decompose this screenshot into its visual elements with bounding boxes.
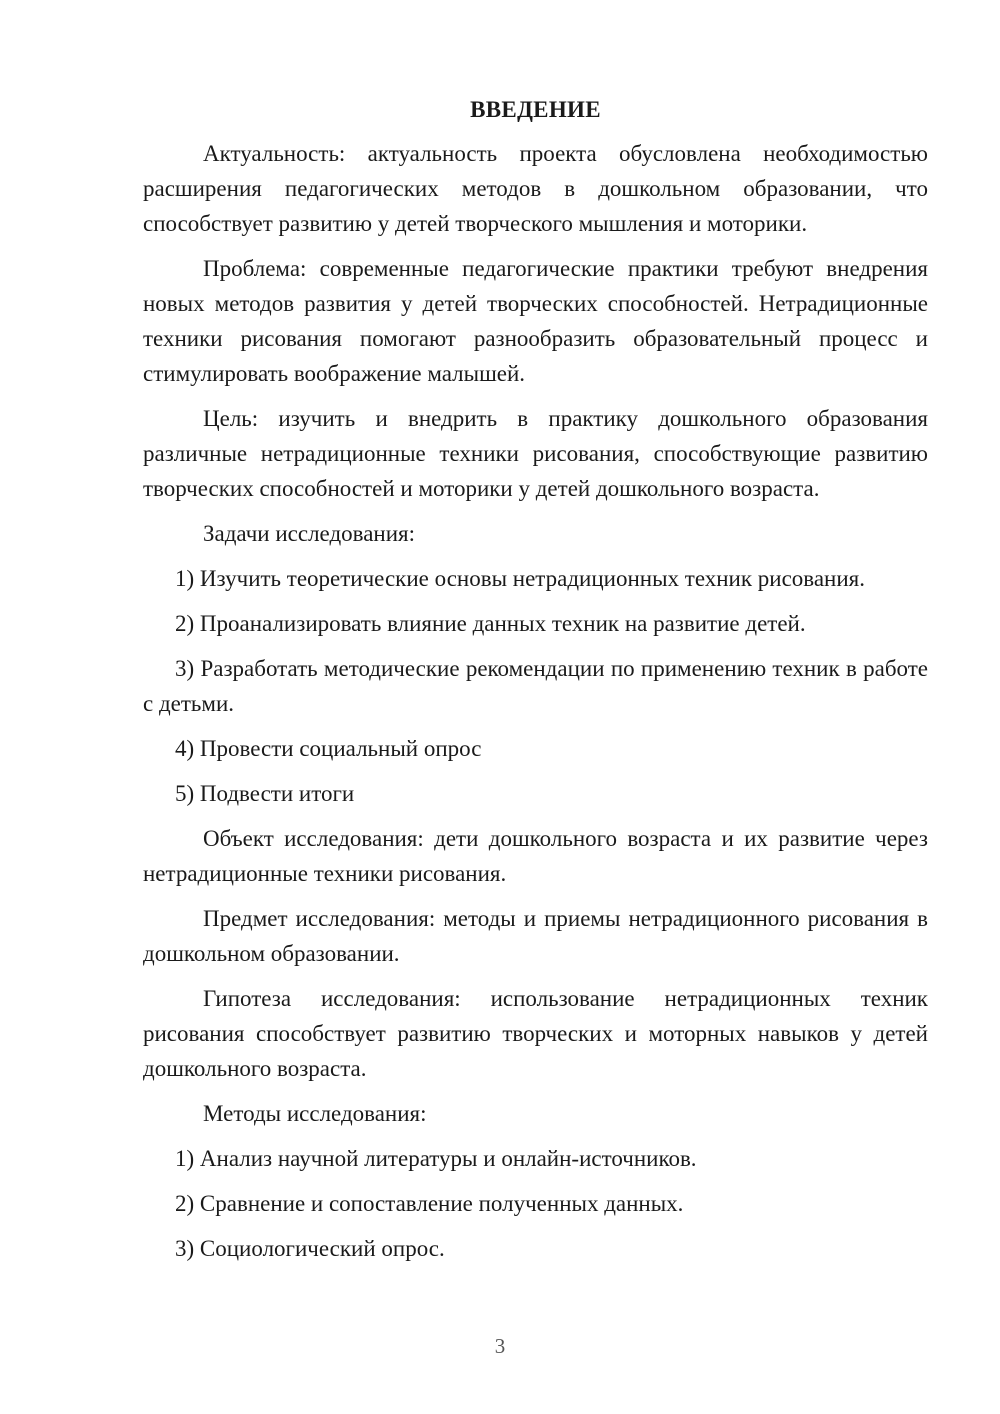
method-item-1: 1) Анализ научной литературы и онлайн-источников. bbox=[175, 1146, 697, 1171]
method-item-2: 2) Сравнение и сопоставление полученных данных. bbox=[175, 1191, 684, 1216]
task-item-2: 2) Проанализировать влияние данных техник на развитие детей. bbox=[175, 611, 806, 636]
task-item-3: 3) Разработать методические рекомендации по применению техник в работе с детьми. bbox=[143, 656, 928, 716]
page-content bbox=[143, 92, 928, 1276]
task-item-1: 1) Изучить теоретические основы нетрадиционных техник рисования. bbox=[175, 566, 865, 591]
problem-paragraph: Проблема: современные педагогические практики требуют внедрения новых методов развития у детей творческих способностей. Нетрадиционные техники рисования помогают разнообразить образовательный процесс и стимулировать воображение малышей. bbox=[143, 256, 928, 386]
relevance-paragraph: Актуальность: актуальность проекта обусловлена необходимостью расширения педагогических методов в дошкольном образовании, что способствует развитию у детей творческого мышления и моторики. bbox=[143, 141, 928, 236]
object-paragraph: Объект исследования: дети дошкольного возраста и их развитие через нетрадиционные техники рисования. bbox=[143, 826, 928, 886]
methods-heading: Методы исследования: bbox=[203, 1101, 427, 1126]
task-item-5: 5) Подвести итоги bbox=[175, 781, 355, 806]
subject-paragraph: Предмет исследования: методы и приемы нетрадиционного рисования в дошкольном образовании. bbox=[143, 906, 928, 966]
page-number: 3 bbox=[494, 1334, 506, 1358]
goal-paragraph: Цель: изучить и внедрить в практику дошкольного образования различные нетрадиционные техники рисования, способствующие развитию творческих способностей и моторики у детей дошкольного возраста. bbox=[143, 406, 928, 501]
page-title: ВВЕДЕНИЕ bbox=[470, 97, 601, 122]
tasks-heading: Задачи исследования: bbox=[203, 521, 416, 546]
task-item-4: 4) Провести социальный опрос bbox=[175, 736, 482, 761]
method-item-3: 3) Социологический опрос. bbox=[175, 1236, 445, 1261]
hypothesis-paragraph: Гипотеза исследования: использование нетрадиционных техник рисования способствует развитию творческих и моторных навыков у детей дошкольного возраста. bbox=[143, 986, 928, 1081]
